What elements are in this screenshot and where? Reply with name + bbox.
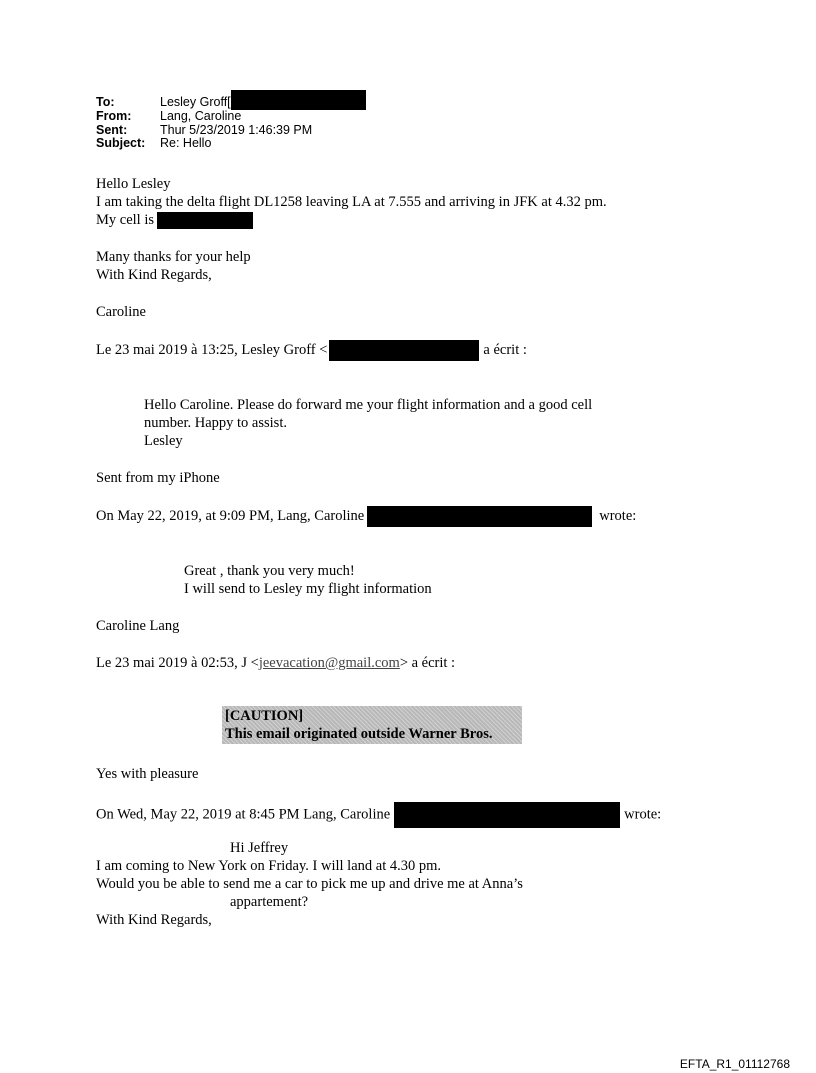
quote-intro-text: On Wed, May 22, 2019 at 8:45 PM Lang, Caroline — [96, 806, 391, 823]
header-sent-row — [96, 124, 366, 138]
quote-intro-tail: a écrit : — [483, 341, 527, 358]
cell-label: My cell is — [96, 212, 154, 228]
email-header — [96, 96, 366, 151]
header-from-row — [96, 110, 366, 124]
quote-intro-text: On May 22, 2019, at 9:09 PM, Lang, Caroline — [96, 507, 365, 524]
quoted-text: I am coming to New York on Friday. I will land at 4.30 pm. — [96, 858, 442, 874]
quote-intro-tail: wrote: — [599, 507, 637, 524]
quoted-text: I will send to Lesley my flight information — [184, 581, 432, 597]
redaction-block — [329, 340, 479, 361]
to-value: Lesley Groff[ — [160, 95, 231, 109]
signature: Caroline — [96, 304, 146, 320]
reply-line: Yes with pleasure — [96, 766, 199, 782]
redaction-block — [157, 212, 253, 229]
quote-intro-4 — [96, 802, 661, 828]
to-label: To: — [96, 95, 115, 109]
quoted-text: Would you be able to send me a car to pick me up and drive me at Anna’s — [96, 876, 523, 892]
redaction-block — [394, 802, 620, 828]
sent-value: Thur 5/23/2019 1:46:39 PM — [160, 122, 313, 137]
quoted-text: With Kind Regards, — [96, 912, 212, 928]
quoted-text: Lesley — [144, 433, 183, 449]
quote-intro-tail: > a écrit : — [399, 655, 456, 671]
email-link[interactable]: jeevacation@gmail.com — [258, 655, 400, 671]
header-subject-row — [96, 137, 366, 151]
sent-label: Sent: — [96, 122, 128, 137]
header-to-row — [96, 96, 366, 110]
redaction-block — [231, 90, 366, 110]
document-id: EFTA_R1_01112768 — [679, 1057, 790, 1071]
subject-value: Re: Hello — [160, 136, 212, 150]
quote-intro-3 — [96, 654, 455, 672]
caution-banner — [222, 706, 522, 744]
quoted-text: Great , thank you very much! — [184, 563, 355, 579]
signature: Caroline Lang — [96, 618, 180, 634]
quote-intro-2 — [96, 506, 636, 527]
regards-line: With Kind Regards, — [96, 267, 212, 283]
iphone-signature: Sent from my iPhone — [96, 470, 220, 486]
subject-label: Subject: — [96, 136, 146, 150]
quoted-text: number. Happy to assist. — [144, 415, 287, 431]
quoted-text: appartement? — [230, 894, 309, 910]
quoted-text: Hi Jeffrey — [230, 840, 289, 856]
flight-info: I am taking the delta flight DL1258 leaving LA at 7.555 and arriving in JFK at 4.32 pm. — [96, 194, 607, 210]
quote-intro-text: Le 23 mai 2019 à 02:53, J < — [96, 655, 259, 671]
from-value: Lang, Caroline — [160, 109, 242, 123]
quote-intro-1 — [96, 340, 527, 361]
caution-message: This email originated outside Warner Bros. — [225, 726, 493, 742]
thanks-line: Many thanks for your help — [96, 249, 251, 265]
quote-intro-tail: wrote: — [624, 806, 662, 823]
greeting: Hello Lesley — [96, 176, 171, 192]
cell-line — [96, 211, 253, 229]
redaction-block — [367, 506, 592, 527]
quoted-text: Hello Caroline. Please do forward me your flight information and a good cell — [144, 397, 593, 413]
quote-intro-text: Le 23 mai 2019 à 13:25, Lesley Groff < — [96, 341, 328, 358]
caution-title: [CAUTION] — [225, 708, 304, 724]
from-label: From: — [96, 109, 132, 123]
